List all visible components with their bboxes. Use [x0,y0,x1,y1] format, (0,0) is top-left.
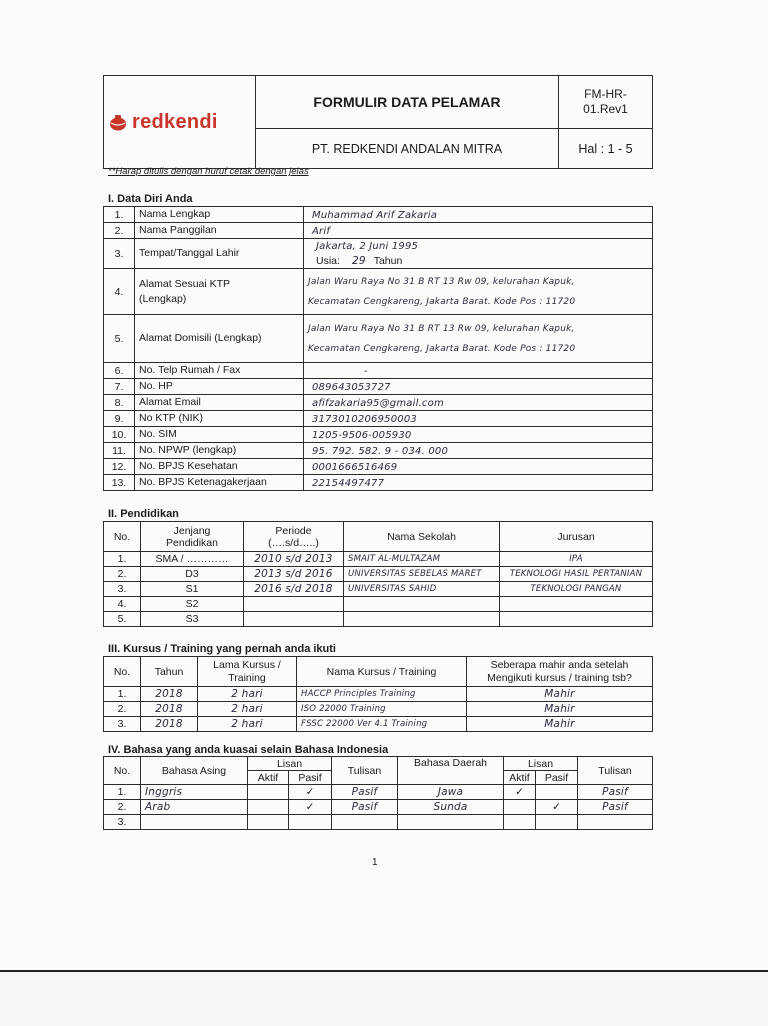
field-label: Tempat/Tanggal Lahir [135,239,304,269]
row-number: 7. [104,379,135,395]
foreign-spoken-passive: ✓ [289,785,332,800]
col-header-mahir: Seberapa mahir anda setelah Mengikuti kursus / training tsb? [467,657,653,687]
col-header-aktif-asing: Aktif [248,771,289,785]
training-name: ISO 22000 Training [297,702,467,717]
field-value [304,427,653,443]
education-period [244,597,344,612]
education-table [103,521,653,627]
age-value: 29 [351,254,366,267]
personal-data-row [104,379,653,395]
personal-data-row [104,269,653,315]
training-proficiency: Mahir [467,702,653,717]
scan-background [0,970,768,1026]
regional-spoken-active [504,800,536,815]
field-value [304,269,653,315]
field-value-text: 089643053727 [312,381,391,393]
row-number: 9. [104,411,135,427]
col-header-tahun: Tahun [141,657,198,687]
training-proficiency: Mahir [467,717,653,732]
education-row [104,567,653,582]
school-name: UNIVERSITAS SAHID [344,582,500,597]
regional-spoken-active: ✓ [504,785,536,800]
education-row [104,597,653,612]
regional-language: Jawa [398,785,504,800]
training-name: HACCP Principles Training [297,687,467,702]
regional-written: Pasif [578,785,653,800]
education-row [104,552,653,567]
education-row [104,582,653,597]
field-label: No. NPWP (lengkap) [135,443,304,459]
company-name: redkendi [132,110,218,133]
col-header-aktif-daerah: Aktif [504,771,536,785]
row-number: 8. [104,395,135,411]
field-label: No. BPJS Kesehatan [135,459,304,475]
col-header-tulisan-asing: Tulisan [332,757,398,785]
section-1-title: I. Data Diri Anda [108,193,193,205]
training-year: 2018 [141,717,198,732]
personal-data-row [104,239,653,269]
section-2-title: II. Pendidikan [108,508,179,520]
training-table [103,656,653,732]
regional-spoken-passive: ✓ [536,800,578,815]
field-value [304,239,653,269]
personal-data-row [104,443,653,459]
personal-data-row [104,315,653,363]
col-header-pasif-daerah: Pasif [536,771,578,785]
age-label: Usia: [316,254,340,267]
row-number: 13. [104,475,135,491]
row-number: 3. [104,582,141,597]
row-number: 2. [104,567,141,582]
training-row [104,717,653,732]
foreign-written: Pasif [332,785,398,800]
age-line [308,254,648,268]
major [500,597,653,612]
age-unit: Tahun [373,254,403,267]
foreign-language [141,815,248,830]
field-label: Nama Lengkap [135,207,304,223]
field-value-text: afifzakaria95@gmail.com [312,397,444,409]
language-row [104,815,653,830]
form-code: FM-HR- 01.Rev1 [559,76,653,129]
col-header-jurusan: Jurusan [500,522,653,552]
row-number: 4. [104,597,141,612]
education-period: 2010 s/d 2013 [244,552,344,567]
field-label: No. SIM [135,427,304,443]
field-value [304,443,653,459]
school-name: UNIVERSITAS SEBELAS MARET [344,567,500,582]
company-subtitle: PT. REDKENDI ANDALAN MITRA [256,129,559,169]
education-level: S1 [141,582,244,597]
page-indicator: Hal : 1 - 5 [559,129,653,169]
field-value [304,411,653,427]
regional-written [578,815,653,830]
field-value-text: 3173010206950003 [312,413,417,425]
field-label: No. Telp Rumah / Fax [135,363,304,379]
row-number: 2. [104,702,141,717]
kendi-pot-icon [108,112,128,132]
training-duration: 2 hari [198,717,297,732]
foreign-language: Arab [141,800,248,815]
col-header-bahasa-daerah: Bahasa Daerah [398,757,504,785]
row-number: 5. [104,612,141,627]
col-header-bahasa-asing: Bahasa Asing [141,757,248,785]
row-number: 3. [104,717,141,732]
training-row [104,687,653,702]
company-logo [104,76,256,169]
major: TEKNOLOGI HASIL PERTANIAN [500,567,653,582]
school-name: SMAIT AL-MULTAZAM [344,552,500,567]
row-number: 2. [104,223,135,239]
personal-data-row [104,363,653,379]
education-row [104,612,653,627]
col-header-no: No. [104,522,141,552]
col-header-periode: Periode (….s/d…..) [244,522,344,552]
foreign-spoken-active [248,815,289,830]
field-label: No. HP [135,379,304,395]
school-name [344,597,500,612]
training-name: FSSC 22000 Ver 4.1 Training [297,717,467,732]
page-number: 1 [372,857,378,868]
col-header-tulisan-daerah: Tulisan [578,757,653,785]
language-row [104,785,653,800]
col-header-nama-kursus: Nama Kursus / Training [297,657,467,687]
form-title: FORMULIR DATA PELAMAR [256,76,559,129]
personal-data-row [104,427,653,443]
form-instruction: **Harap ditulis dengan huruf cetak dengan jelas [108,166,309,177]
training-year: 2018 [141,702,198,717]
field-value [304,363,653,379]
field-value-line1: Jalan Waru Raya No 31 B RT 13 Rw 09, kelurahan Kapuk, [308,323,575,334]
field-value-text: 95. 792. 582. 9 - 034. 000 [312,445,449,457]
field-value-text: - [364,365,368,377]
regional-spoken-active [504,815,536,830]
col-header-lisan-daerah: Lisan [504,757,578,771]
field-label: No KTP (NIK) [135,411,304,427]
field-value-line1: Jalan Waru Raya No 31 B RT 13 Rw 09, kelurahan Kapuk, [308,276,575,287]
field-value [304,459,653,475]
personal-data-table [103,206,653,491]
foreign-spoken-active [248,800,289,815]
field-value [304,207,653,223]
regional-written: Pasif [578,800,653,815]
row-number: 4. [104,269,135,315]
foreign-spoken-passive: ✓ [289,800,332,815]
major [500,612,653,627]
foreign-spoken-passive [289,815,332,830]
education-level: S2 [141,597,244,612]
field-value-line1: Jakarta, 2 Juni 1995 [316,240,419,252]
major: TEKNOLOGI PANGAN [500,582,653,597]
section-4-title: IV. Bahasa yang anda kuasai selain Bahasa Indonesia [108,744,389,756]
row-number: 1. [104,207,135,223]
education-period: 2016 s/d 2018 [244,582,344,597]
col-header-pasif-asing: Pasif [289,771,332,785]
field-label: Alamat Domisili (Lengkap) [135,315,304,363]
training-row [104,702,653,717]
foreign-written [332,815,398,830]
education-period: 2013 s/d 2016 [244,567,344,582]
foreign-spoken-active [248,785,289,800]
field-value [304,223,653,239]
col-header-jenjang: Jenjang Pendidikan [141,522,244,552]
form-header [103,75,653,169]
regional-spoken-passive [536,785,578,800]
field-label: Alamat Email [135,395,304,411]
row-number: 3. [104,239,135,269]
personal-data-row [104,459,653,475]
school-name [344,612,500,627]
regional-spoken-passive [536,815,578,830]
row-number: 1. [104,687,141,702]
major: IPA [500,552,653,567]
section-3-title: III. Kursus / Training yang pernah anda ikuti [108,643,336,655]
row-number: 2. [104,800,141,815]
personal-data-row [104,223,653,239]
personal-data-row [104,207,653,223]
field-value [304,395,653,411]
field-value-line2: Kecamatan Cengkareng, Jakarta Barat. Kode Pos : 11720 [308,296,576,307]
language-table [103,756,653,830]
field-value-text: 0001666516469 [312,461,398,473]
training-duration: 2 hari [198,702,297,717]
row-number: 5. [104,315,135,363]
col-header-lisan-asing: Lisan [248,757,332,771]
education-level: SMA / ………… [141,552,244,567]
personal-data-row [104,411,653,427]
row-number: 10. [104,427,135,443]
foreign-written: Pasif [332,800,398,815]
training-proficiency: Mahir [467,687,653,702]
personal-data-row [104,475,653,491]
education-level: D3 [141,567,244,582]
field-value-text: 22154497477 [312,477,385,489]
field-label: No. BPJS Ketenagakerjaan [135,475,304,491]
field-value [304,475,653,491]
row-number: 6. [104,363,135,379]
personal-data-row [104,395,653,411]
training-duration: 2 hari [198,687,297,702]
col-header-sekolah: Nama Sekolah [344,522,500,552]
field-label: Nama Panggilan [135,223,304,239]
regional-language: Sunda [398,800,504,815]
field-label: Alamat Sesuai KTP (Lengkap) [135,269,304,315]
row-number: 3. [104,815,141,830]
education-period [244,612,344,627]
col-header-no: No. [104,657,141,687]
field-value-text: Muhammad Arif Zakaria [312,209,438,221]
col-header-lama: Lama Kursus / Training [198,657,297,687]
field-value [304,315,653,363]
field-value-line2: Kecamatan Cengkareng, Jakarta Barat. Kode Pos : 11720 [308,343,576,354]
row-number: 11. [104,443,135,459]
row-number: 1. [104,785,141,800]
language-row [104,800,653,815]
education-level: S3 [141,612,244,627]
field-value [304,379,653,395]
field-value-text: Arif [312,225,331,237]
col-header-no: No. [104,757,141,785]
training-year: 2018 [141,687,198,702]
foreign-language: Inggris [141,785,248,800]
field-value-text: 1205-9506-005930 [312,429,412,441]
row-number: 1. [104,552,141,567]
regional-language [398,815,504,830]
row-number: 12. [104,459,135,475]
